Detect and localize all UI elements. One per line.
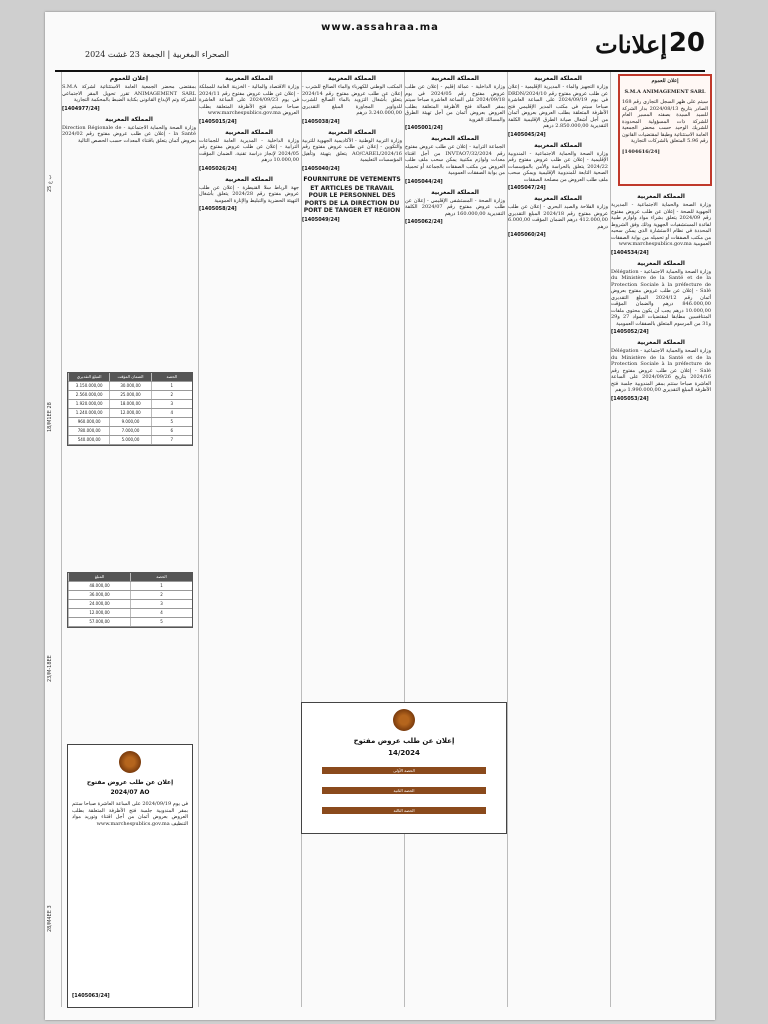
table-cell: 7 [151,436,192,444]
table-row [68,391,192,400]
table-cell: 1.240.000,00 [68,409,109,417]
notice-title: المملكة المغربية [534,141,582,149]
table-cell: 36.000,00 [68,591,130,599]
notice-ref: [1405062/24] [405,219,443,225]
notice-ref: [1405001/24] [405,125,443,131]
notice-body: وزارة التربية الوطنية - الأكاديمية الجهوية للتربية والتكوين - إعلان عن طلب عروض مفتوح رقم 16/AO/CAREL/2024 يتعلق بتهيئة وتأهيل المؤسسات التعليمية [302,137,402,163]
notice [508,142,608,192]
table-row [68,418,192,427]
footer-notice [67,744,193,1008]
table-cell: 780.000,00 [68,427,109,435]
notice [199,176,299,213]
notice-ref: [1405053/24] [611,395,649,402]
table-row [68,618,192,627]
margin-tag: 28/M4EE 3 [47,905,53,932]
notice-title: المملكة المغربية [431,75,479,82]
column-header: المبلغ [68,573,130,581]
column-2 [507,72,608,1007]
notice [199,129,299,172]
notice-body: وزارة الصحة والحماية الاجتماعية - المندوبية الإقليمية - إعلان عن طلب عروض مفتوح رقم 2024/22 يتعلق بالحراسة والأمن بالمؤسسات الصحية التابعة للمندوبية الإقليمية ويمكن سحب ملف طلب العروض من مصلحة الصفقات [508,150,608,183]
notice-body: وزارة الصحة والحماية الاجتماعية - Direction Régionale de la Santé - إعلان عن طلب عروض مفتوح رقم 2024/02 بعروض أثمان يتعلق باقتناء المعدات حسب الحصص التالية [62,124,196,144]
section-title: إعلانات [595,30,667,59]
lot-bar [322,767,486,774]
notice-ref: [1405026/24] [199,165,237,172]
notice-title: المملكة المغربية [534,75,582,82]
margin-tag: 18/M1EE 28 [47,402,53,432]
emblem-icon [119,751,141,773]
notice-ref: [1404534/24] [611,249,649,256]
notice-ref: [1405049/24] [302,216,340,223]
notice [405,75,505,131]
table-cell: 6 [151,427,192,435]
notice-ref: [1405052/24] [611,329,649,335]
left-margin [45,72,59,1012]
notice-body: المكتب الوطني للكهرباء والماء الصالح للشرب - إعلان عن طلب عروض مفتوح رقم 2024/14 يتعلق بأشغال التزويد بالماء الصالح للشرب للدواوير المجاورة المبلغ التقديري 3.240.000,00 درهم [302,84,402,116]
table-row [68,409,192,418]
column-header: الحصة [130,573,192,581]
lot-bar-label: الحصة الأولى [393,768,415,773]
notice-body: ET ARTICLES DE TRAVAIL POUR LE PERSONNEL DES PORTS DE LA DIRECTION DU PORT DE TANGER ET REGION [303,184,401,214]
footer-notice-title: إعلان عن طلب عروض مفتوح [86,779,174,786]
lot-bar [322,787,486,794]
notice-title: المملكة المغربية [225,75,273,82]
highlight-company: S.M.A ANIMAGEMENT SARL [624,88,706,95]
amount-table [67,572,193,628]
notice-ref: [1405040/24] [302,165,340,172]
table-cell: 3 [151,400,192,408]
notice-body: وزارة الصحة والحماية الاجتماعية - Délégation du Ministère de la Santé et de la Protection Sociale à la préfecture de Salé - إعلان عن طلب عروض مفتوح رقم 2024/16 بتاريخ 2024/09/26 على الساعة العاشرة صباحا ستتم بمقر المندوبية جلسة فتح الأظرفة المبلغ التقديري 1.990.000,00 درهم [611,348,711,393]
margin-tag: 23/M-18EE [47,655,53,682]
notice-ref: [1405058/24] [199,206,237,212]
notice-body: وزارة الداخلية - المديرية العامة للجماعات الترابية - إعلان عن طلب عروض مفتوح رقم 2024/05 لإنجاز دراسة تقنية، الضمان المؤقت 10.000,00 درهم [199,137,299,163]
notice [302,176,402,223]
highlighted-notice [618,74,712,186]
table-row [68,591,192,600]
lot-bar [322,807,486,814]
notice-title: المملكة المغربية [431,135,479,142]
notice-body: وزارة التجهيز والماء - المديرية الإقليمية - إعلان عن طلب عروض مفتوح رقم 10/DRDN/2024 في يوم 2024/09/19 على الساعة العاشرة صباحا سيتم في مكتب المدير الإقليمي فتح الأظرفة المتعلقة بطلب العروض بعروض أثمان من أجل أشغال صيانة الطرق الإقليمية الكلفة التقديرية 2.850.000,00 درهم [508,84,608,129]
emblem-icon [393,709,415,731]
lot-bar-label: الحصة الثانية [393,788,415,793]
notice-ref: [1404977/24] [62,105,100,112]
margin-tag: ب ع 25 [47,174,53,192]
table-row [68,400,192,409]
table-cell: 18.000,00 [109,400,150,408]
table-cell: 5 [130,618,192,626]
notice-title: المملكة المغربية [637,339,685,346]
table-cell: 2 [130,591,192,599]
table-header [68,373,192,382]
table-cell: 2 [151,391,192,399]
notice-title: إعلان للعموم [109,75,149,82]
notice-title: المملكة المغربية [637,193,685,200]
column-5 [198,72,299,1007]
table-cell: 4 [130,609,192,617]
notice-title: المملكة المغربية [328,75,376,82]
table-cell: 12.000,00 [109,409,150,417]
table-cell: 1 [151,382,192,390]
highlight-title: إعلان للعموم [651,78,679,84]
table-cell: 2.560.000,00 [68,391,109,399]
notice-ref: [1405038/24] [302,118,340,125]
table-row [68,427,192,436]
notice-body: بمقتضى محضر الجمعية العامة الاستثنائية لشركة S.M.A ANIMAGEMENT SARL تقرر تحويل المقر الاجتماعي للشركة وتم الإيداع القانوني بكتابة الضبط بالمحكمة التجارية [62,84,196,103]
issue-line: الصحراء المغربية | الجمعة 23 غشت 2024 [85,50,229,59]
column-header: الضمان المؤقت [109,373,150,381]
notice-ref: [1405015/24] [199,118,237,125]
footer-notice-body: في يوم 2024/09/19 على الساعة العاشرة صباحا ستتم بمقر المندوبية جلسة فتح الأظرفة المتعلقة بطلب العروض بعروض أثمان من أجل اقتناء وتوريد مواد التنظيف www.marchespublics.gov.ma [72,801,189,827]
notice [611,193,711,256]
notice-title: المملكة المغربية [225,128,273,136]
notice-title: المملكة المغربية [637,259,685,267]
notice [302,75,402,125]
notice-title: المملكة المغربية [225,175,273,183]
table-cell: 1 [130,582,192,590]
notice-title: المملكة المغربية [534,195,582,202]
notice [405,135,505,185]
table-row [68,436,192,445]
table-cell: 3.150.000,00 [68,382,109,390]
table-header [68,573,192,582]
notice-title: FOURNITURE DE VETEMENTS [303,175,401,183]
table-cell: 540.000,00 [68,436,109,444]
highlight-body: سيتم على ظهر السجل التجاري رقم 168 الصادر بتاريخ 2024/08/13 بدار الشركة للسيد السيدة بصفته المسير العام للشركة ذات المسؤولية المحدودة للشريك الوحيد حسب محضر الجمعية العامة الاستثنائية وطبقا لمقتضيات القانون رقم 5.96 المتعلق بالشركات التجارية [622,99,708,144]
column-4 [301,72,402,1007]
table-cell: 5.000,00 [109,436,150,444]
table-cell: 960.000,00 [68,418,109,426]
notice [62,75,196,112]
notice-ref: [1405044/24] [405,178,443,185]
table-row [68,600,192,609]
page-header [45,20,715,70]
notice-body: وزارة الداخلية - عمالة إقليم - إعلان عن طلب عروض مفتوح رقم 2024/05 في يوم 2024/09/18 على الساعة العاشرة صباحا سيتم بمقر العمالة فتح الأظرفة المتعلقة بطلب العروض بعروض أثمان من أجل تهيئة الطرق والمسالك القروية [405,84,505,123]
emblem-notice-ref-no: 14/2024 [388,749,420,757]
page-number: 20 [668,28,705,58]
table-cell: 3 [130,600,192,608]
table-row [68,582,192,591]
table-cell: 1.920.000,00 [68,400,109,408]
column-header: المبلغ التقديري [68,373,109,381]
notice [508,75,608,138]
table-row [68,609,192,618]
notice [405,189,505,226]
notice [611,260,711,336]
table-cell: 9.000,00 [109,418,150,426]
table-row [68,382,192,391]
notice-ref: [1405045/24] [508,131,546,138]
table-cell: 48.000,00 [68,582,130,590]
notice-body: وزارة الصحة والحماية الاجتماعية - المديرية الجهوية للصحة - إعلان عن طلب عروض مفتوح رقم 2024/09 يتعلق بشراء مواد ولوازم طبية لفائدة المستشفيات الجهوية وذلك وفق الشروط المحددة في نظام الاستشارة الذي يمكن سحبه من مكتب الصفقات أو تحميله من بوابة الصفقات العمومية www.marchespublics.gov.ma [611,202,711,247]
emblem-notice [301,702,507,834]
table-cell: 24.000,00 [68,600,130,608]
table-cell: 5 [151,418,192,426]
column-3 [404,72,505,1007]
notice [302,129,402,172]
lot-bar-label: الحصة الثالثة [393,808,415,813]
table-cell: 25.000,00 [109,391,150,399]
table-cell: 4 [151,409,192,417]
footer-notice-ref-no: 2024/07 AO [110,789,150,796]
notice-body: وزارة الصحة والحماية الاجتماعية - Délégation du Ministère de la Santé et de la Protection Sociale à la préfecture de Salé - إعلان عن طلب عروض مفتوح بعروض أثمان رقم 2024/12 المبلغ التقديري 846.000,00 درهم والضمان المؤقت 10.000,00 درهم يجب أن يكون محتوى ملفات المتنافسين مطابقا لمقتضيات المواد 27 و29 و31 من المرسوم المتعلق بالصفقات العمومية [611,268,711,327]
notice-title: المملكة المغربية [328,128,376,136]
notice-body: الجماعة الترابية - إعلان عن طلب عروض مفتوح رقم 32/2024/INVTAO7 من أجل اقتناء معدات ولوازم مكتبية يمكن سحب ملف طلب العروض من مكتب الصفقات بالجماعة أو تحميله من بوابة الصفقات العمومية [405,144,505,176]
notice-body: وزارة الفلاحة والصيد البحري - إعلان عن طلب عروض مفتوح رقم 2024/18 المبلغ التقديري 412.000,00 درهم الضمان المؤقت 6.000,00 درهم [508,204,608,230]
notice [611,339,711,402]
highlight-ref: [1404616/24] [622,148,660,155]
site-url: www.assahraa.ma [321,22,439,33]
table-cell: 7.000,00 [109,427,150,435]
newspaper-page [45,12,715,1020]
table-cell: 12.000,00 [68,609,130,617]
notice-title: المملكة المغربية [105,115,153,123]
emblem-notice-title: إعلان عن طلب عروض مفتوح [353,737,455,745]
notice [199,75,299,125]
table-cell: 30.000,00 [109,382,150,390]
notice-body: جهة الرباط سلا القنيطرة - إعلان عن طلب عروض مفتوح رقم 2024/28 يتعلق بأشغال التهيئة الحضرية والتبليط والإنارة العمومية [199,184,299,204]
notice [508,195,608,238]
footer-notice-ref: [1405063/24] [72,993,110,999]
notice-body: وزارة الصحة - المستشفى الإقليمي - إعلان عن طلب عروض مفتوح رقم 2024/07 الكلفة التقديرية 160.000,00 درهم [405,197,505,217]
notice-ref: [1405047/24] [508,185,546,191]
notice [62,116,196,145]
column-1 [610,72,711,1007]
notice-ref: [1405060/24] [508,232,546,238]
table-cell: 57.000,00 [68,618,130,626]
notice-title: المملكة المغربية [431,188,479,196]
notice-body: وزارة الاقتصاد والمالية - الخزينة العامة للمملكة - إعلان عن طلب عروض مفتوح رقم 2024/11 في يوم 2024/09/23 على الساعة العاشرة صباحا سيتم فتح الأظرفة المتعلقة بطلب العروض www.marchespublics.gov.ma [199,84,299,116]
lots-table [67,372,193,446]
column-header: الحصة [151,373,192,381]
